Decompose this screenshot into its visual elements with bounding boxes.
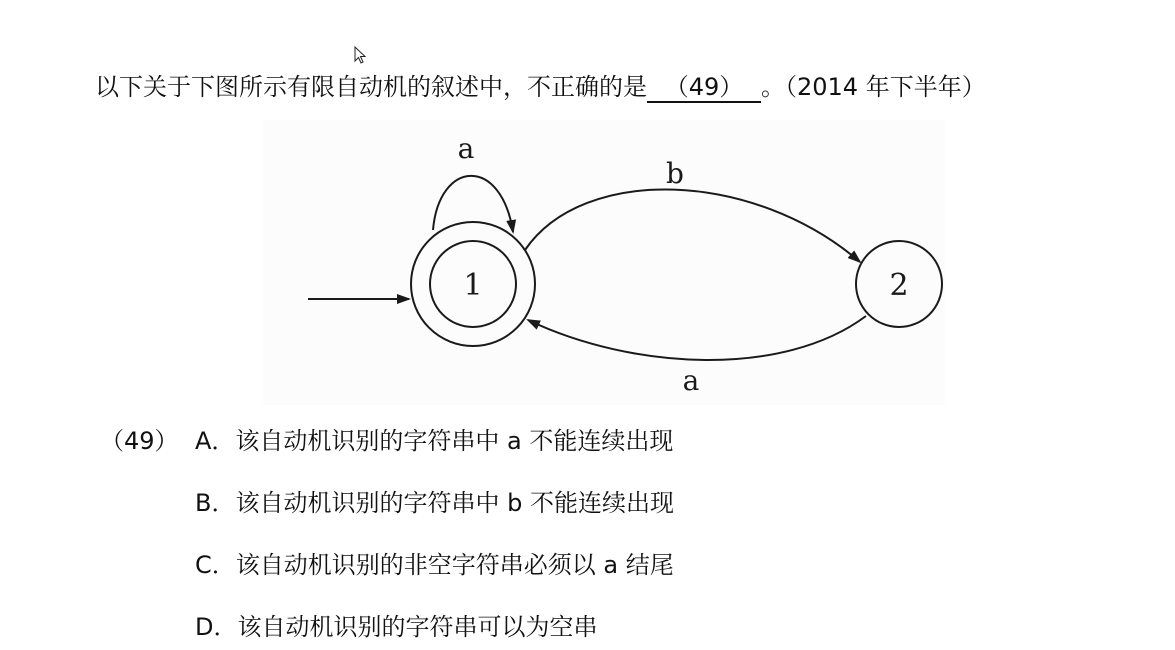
state-1: [411, 222, 535, 346]
automaton-figure: [263, 120, 945, 405]
option-a: [195, 425, 673, 457]
option-d: [195, 611, 597, 643]
question-stem: 以下关于下图所示有限自动机的叙述中，不正确的是: [95, 73, 647, 101]
option-b-text: 该自动机识别的字符串中 b 不能连续出现: [235, 489, 674, 517]
state-1-label: 1: [463, 268, 483, 303]
option-c-text: 该自动机识别的非空字符串必须以 a 结尾: [235, 551, 674, 579]
mouse-cursor-icon: [354, 46, 368, 70]
question-source: 。（2014 年下半年）: [761, 73, 986, 101]
option-b-letter: B．: [195, 489, 236, 517]
options-question-number: （49）: [100, 427, 179, 455]
option-a-letter: A．: [195, 427, 236, 455]
option-d-text: 该自动机识别的字符串可以为空串: [237, 613, 598, 641]
option-d-letter: D．: [195, 613, 238, 641]
edge-2-to-1-label: a: [682, 364, 700, 397]
question-text: [95, 70, 986, 104]
self-loop-label: a: [457, 132, 475, 165]
state-2-label: 2: [889, 268, 909, 303]
option-c: [195, 549, 674, 581]
option-a-text: 该自动机识别的字符串中 a 不能连续出现: [235, 427, 674, 455]
self-loop-edge: [433, 176, 513, 232]
edge-1-to-2: [525, 189, 860, 262]
option-c-letter: C．: [195, 551, 236, 579]
answer-blank: （49）: [647, 73, 761, 103]
edge-1-to-2-label: b: [666, 157, 684, 190]
edge-2-to-1: [528, 316, 866, 360]
state-2: [856, 241, 942, 327]
option-b: [195, 487, 674, 519]
